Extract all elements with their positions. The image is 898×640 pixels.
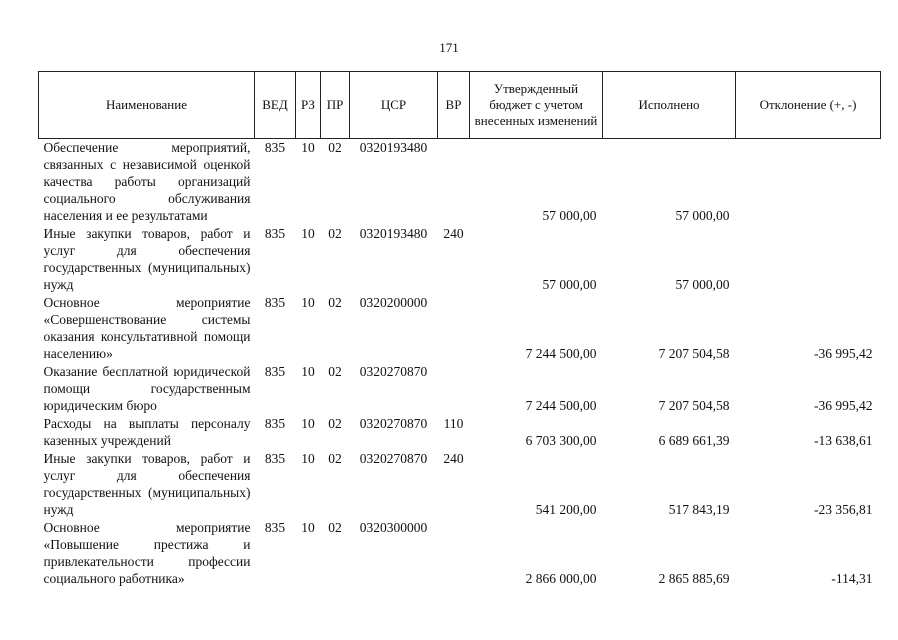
table-row (39, 225, 881, 294)
header-csr: ЦСР (350, 72, 438, 139)
row-deviation: -23 356,81 (814, 502, 873, 517)
row-csr: 0320270870 (359, 364, 428, 379)
row-pr: 02 (328, 364, 342, 379)
table-header-row (39, 72, 881, 139)
page-number: 171 (439, 40, 459, 55)
row-pr: 02 (328, 140, 342, 155)
table-row (39, 415, 881, 450)
row-name: Основное мероприятие «Совершенствование системы оказания консультативной помощи населению» (43, 295, 251, 361)
row-executed: 7 207 504,58 (658, 398, 730, 413)
header-rz: РЗ (296, 72, 321, 139)
row-deviation: -114,31 (831, 571, 873, 586)
row-vr (438, 294, 470, 363)
row-deviation: -13 638,61 (814, 433, 873, 448)
row-pr: 02 (328, 226, 342, 241)
row-ved: 835 (264, 364, 286, 379)
row-rz: 10 (301, 416, 315, 431)
row-rz: 10 (301, 226, 315, 241)
row-ved: 835 (264, 520, 286, 535)
row-executed: 517 843,19 (668, 502, 730, 517)
row-budget: 6 703 300,00 (525, 433, 597, 448)
row-name: Иные закупки товаров, работ и услуг для обеспечения государственных (муниципальных) нужд (43, 226, 251, 292)
row-rz: 10 (301, 451, 315, 466)
row-deviation (736, 139, 881, 226)
row-budget: 57 000,00 (542, 277, 597, 292)
row-ved: 835 (264, 416, 286, 431)
budget-table (38, 71, 881, 588)
row-name: Иные закупки товаров, работ и услуг для обеспечения государственных (муниципальных) нужд (43, 451, 251, 517)
table-row (39, 294, 881, 363)
row-deviation (736, 225, 881, 294)
row-csr: 0320193480 (359, 226, 428, 241)
row-rz: 10 (301, 140, 315, 155)
row-budget: 541 200,00 (535, 502, 597, 517)
table-row (39, 363, 881, 415)
table-row (39, 450, 881, 519)
row-rz: 10 (301, 364, 315, 379)
row-deviation: -36 995,42 (814, 398, 873, 413)
row-csr: 0320300000 (359, 520, 428, 535)
row-budget: 7 244 500,00 (525, 346, 597, 361)
row-executed: 6 689 661,39 (658, 433, 730, 448)
row-rz: 10 (301, 295, 315, 310)
row-vr: 110 (443, 416, 464, 431)
header-deviation: Отклонение (+, -) (736, 72, 881, 139)
row-pr: 02 (328, 520, 342, 535)
row-pr: 02 (328, 416, 342, 431)
row-vr (438, 363, 470, 415)
row-name: Основное мероприятие «Повышение престижа и привлекательности профессии социального работника» (43, 520, 251, 586)
row-budget: 7 244 500,00 (525, 398, 597, 413)
row-ved: 835 (264, 226, 286, 241)
header-name: Наименование (39, 72, 255, 139)
row-csr: 0320270870 (359, 416, 428, 431)
row-vr: 240 (443, 226, 464, 241)
row-pr: 02 (328, 451, 342, 466)
header-budget: Утвержденный бюджет с учетом внесенных изменений (470, 72, 603, 139)
row-vr (438, 139, 470, 226)
table-row (39, 519, 881, 588)
row-pr: 02 (328, 295, 342, 310)
row-name: Обеспечение мероприятий, связанных с независимой оценкой качества работы организаций социального обслуживания населения и ее результатами (43, 140, 251, 223)
header-vr: ВР (438, 72, 470, 139)
row-executed: 7 207 504,58 (658, 346, 730, 361)
table-row (39, 139, 881, 226)
row-executed: 57 000,00 (675, 277, 730, 292)
row-name: Расходы на выплаты персоналу казенных учреждений (43, 416, 251, 448)
row-vr (438, 519, 470, 588)
row-executed: 2 865 885,69 (658, 571, 730, 586)
row-csr: 0320193480 (359, 140, 428, 155)
row-deviation: -36 995,42 (814, 346, 873, 361)
header-ved: ВЕД (255, 72, 296, 139)
row-budget: 57 000,00 (542, 208, 597, 223)
row-csr: 0320270870 (359, 451, 428, 466)
row-ved: 835 (264, 140, 286, 155)
header-pr: ПР (321, 72, 350, 139)
row-rz: 10 (301, 520, 315, 535)
header-executed: Исполнено (603, 72, 736, 139)
row-ved: 835 (264, 451, 286, 466)
row-csr: 0320200000 (359, 295, 428, 310)
row-name: Оказание бесплатной юридической помощи государственным юридическим бюро (43, 364, 251, 413)
row-vr: 240 (443, 451, 464, 466)
row-executed: 57 000,00 (675, 208, 730, 223)
row-budget: 2 866 000,00 (525, 571, 597, 586)
row-ved: 835 (264, 295, 286, 310)
